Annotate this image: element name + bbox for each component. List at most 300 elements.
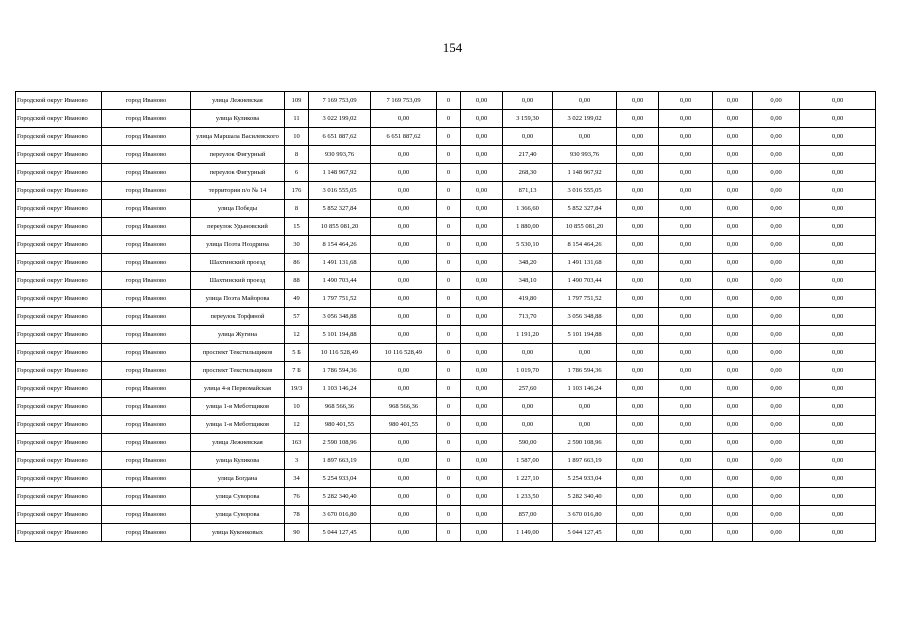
cell-cost-g: 0,00: [753, 524, 800, 542]
cell-cost-d: 0,00: [617, 218, 659, 236]
cell-cost-g: 0,00: [753, 254, 800, 272]
cell-city: город Иваново: [102, 272, 191, 290]
cell-count: 0: [437, 452, 461, 470]
cell-cost-h: 0,00: [800, 398, 876, 416]
cell-area: 0,00: [503, 398, 553, 416]
cell-house: 10: [285, 398, 309, 416]
cell-area: 348,20: [503, 254, 553, 272]
cell-cost-e: 0,00: [659, 470, 713, 488]
cell-total-cost: 968 566,36: [309, 398, 371, 416]
cell-cost-b: 0,00: [461, 290, 503, 308]
cell-cost-a: 0,00: [371, 452, 437, 470]
cell-total-cost: 3 016 555,05: [309, 182, 371, 200]
cell-street: улица Поэта Майорова: [191, 290, 285, 308]
cell-count: 0: [437, 200, 461, 218]
cell-cost-g: 0,00: [753, 470, 800, 488]
cell-total-cost: 6 651 887,62: [309, 128, 371, 146]
cell-cost-f: 0,00: [713, 452, 753, 470]
cell-cost-d: 0,00: [617, 380, 659, 398]
cell-area: 857,00: [503, 506, 553, 524]
cell-okrug: Городской округ Иваново: [16, 434, 102, 452]
table-row: [16, 254, 876, 272]
cell-cost-b: 0,00: [461, 344, 503, 362]
cell-count: 0: [437, 524, 461, 542]
cell-cost-b: 0,00: [461, 398, 503, 416]
cell-cost-f: 0,00: [713, 290, 753, 308]
cell-house: 3: [285, 452, 309, 470]
cell-cost-b: 0,00: [461, 488, 503, 506]
table-row: [16, 362, 876, 380]
cell-total-cost: 1 103 146,24: [309, 380, 371, 398]
cell-cost-f: 0,00: [713, 470, 753, 488]
cell-cost-d: 0,00: [617, 146, 659, 164]
cell-cost-h: 0,00: [800, 218, 876, 236]
cell-cost-g: 0,00: [753, 380, 800, 398]
cell-cost-f: 0,00: [713, 92, 753, 110]
cell-cost-c: 1 786 594,36: [553, 362, 617, 380]
cell-cost-a: 968 566,36: [371, 398, 437, 416]
cell-cost-g: 0,00: [753, 92, 800, 110]
cell-city: город Иваново: [102, 470, 191, 488]
cell-count: 0: [437, 362, 461, 380]
cell-cost-a: 0,00: [371, 272, 437, 290]
cell-total-cost: 8 154 464,26: [309, 236, 371, 254]
cell-cost-f: 0,00: [713, 524, 753, 542]
cell-city: город Иваново: [102, 326, 191, 344]
table-body: [16, 92, 876, 542]
cell-cost-d: 0,00: [617, 182, 659, 200]
cell-total-cost: 3 670 016,80: [309, 506, 371, 524]
cell-cost-d: 0,00: [617, 416, 659, 434]
cell-cost-e: 0,00: [659, 272, 713, 290]
page-number: 154: [442, 40, 463, 55]
cell-cost-a: 0,00: [371, 146, 437, 164]
cell-street: улица Суворова: [191, 506, 285, 524]
cell-okrug: Городской округ Иваново: [16, 164, 102, 182]
cell-cost-d: 0,00: [617, 524, 659, 542]
cell-okrug: Городской округ Иваново: [16, 110, 102, 128]
cell-cost-c: 5 852 327,84: [553, 200, 617, 218]
cell-cost-c: 930 993,76: [553, 146, 617, 164]
cell-count: 0: [437, 128, 461, 146]
cell-area: 217,40: [503, 146, 553, 164]
table-row: [16, 146, 876, 164]
cell-cost-a: 0,00: [371, 290, 437, 308]
cell-cost-a: 0,00: [371, 200, 437, 218]
cell-okrug: Городской округ Иваново: [16, 488, 102, 506]
cell-cost-f: 0,00: [713, 362, 753, 380]
cell-cost-f: 0,00: [713, 128, 753, 146]
table-row: [16, 218, 876, 236]
cell-house: 12: [285, 326, 309, 344]
cell-cost-a: 0,00: [371, 110, 437, 128]
cell-cost-g: 0,00: [753, 398, 800, 416]
cell-cost-e: 0,00: [659, 236, 713, 254]
cell-cost-c: 8 154 464,26: [553, 236, 617, 254]
cell-cost-g: 0,00: [753, 146, 800, 164]
cell-cost-g: 0,00: [753, 326, 800, 344]
cell-cost-b: 0,00: [461, 470, 503, 488]
cell-street: проспект Текстильщиков: [191, 344, 285, 362]
cell-cost-b: 0,00: [461, 434, 503, 452]
cell-city: город Иваново: [102, 146, 191, 164]
cell-total-cost: 7 169 753,09: [309, 92, 371, 110]
cell-cost-h: 0,00: [800, 452, 876, 470]
cell-cost-e: 0,00: [659, 434, 713, 452]
cell-count: 0: [437, 344, 461, 362]
table-row: [16, 470, 876, 488]
cell-cost-f: 0,00: [713, 272, 753, 290]
cell-house: 12: [285, 416, 309, 434]
cell-street: территория п/о № 14: [191, 182, 285, 200]
cell-house: 5 Б: [285, 344, 309, 362]
cell-okrug: Городской округ Иваново: [16, 326, 102, 344]
cell-cost-f: 0,00: [713, 308, 753, 326]
cell-cost-b: 0,00: [461, 308, 503, 326]
cell-street: улица Богдана: [191, 470, 285, 488]
cell-cost-h: 0,00: [800, 326, 876, 344]
cell-cost-d: 0,00: [617, 344, 659, 362]
cell-cost-d: 0,00: [617, 272, 659, 290]
cell-okrug: Городской округ Иваново: [16, 92, 102, 110]
cell-area: 257,60: [503, 380, 553, 398]
cell-street: улица 1-я Меботщиков: [191, 416, 285, 434]
cell-cost-d: 0,00: [617, 164, 659, 182]
cell-cost-b: 0,00: [461, 92, 503, 110]
cell-cost-c: 1 491 131,68: [553, 254, 617, 272]
cell-cost-c: 3 016 555,05: [553, 182, 617, 200]
cell-city: город Иваново: [102, 344, 191, 362]
cell-area: 1 191,20: [503, 326, 553, 344]
cell-cost-c: 1 797 751,52: [553, 290, 617, 308]
cell-okrug: Городской округ Иваново: [16, 218, 102, 236]
cell-street: переулок Фигурный: [191, 146, 285, 164]
cell-cost-e: 0,00: [659, 164, 713, 182]
cell-okrug: Городской округ Иваново: [16, 398, 102, 416]
cell-cost-c: 5 044 127,45: [553, 524, 617, 542]
cell-city: город Иваново: [102, 416, 191, 434]
cell-cost-h: 0,00: [800, 488, 876, 506]
cell-cost-d: 0,00: [617, 110, 659, 128]
cell-cost-c: 1 148 967,92: [553, 164, 617, 182]
cell-cost-h: 0,00: [800, 128, 876, 146]
cell-cost-g: 0,00: [753, 110, 800, 128]
cell-area: 1 019,70: [503, 362, 553, 380]
cell-house: 49: [285, 290, 309, 308]
table-row: [16, 506, 876, 524]
cell-cost-f: 0,00: [713, 146, 753, 164]
cell-cost-d: 0,00: [617, 308, 659, 326]
cell-cost-g: 0,00: [753, 290, 800, 308]
cell-cost-h: 0,00: [800, 416, 876, 434]
cell-cost-a: 6 651 887,62: [371, 128, 437, 146]
cell-area: 5 530,10: [503, 236, 553, 254]
cell-city: город Иваново: [102, 362, 191, 380]
cell-cost-b: 0,00: [461, 452, 503, 470]
cell-cost-a: 0,00: [371, 488, 437, 506]
cell-house: 6: [285, 164, 309, 182]
cell-count: 0: [437, 308, 461, 326]
cell-street: улица Куконковых: [191, 524, 285, 542]
cell-house: 30: [285, 236, 309, 254]
cell-area: 1 233,50: [503, 488, 553, 506]
cell-cost-e: 0,00: [659, 200, 713, 218]
cell-cost-a: 0,00: [371, 470, 437, 488]
cell-cost-a: 0,00: [371, 254, 437, 272]
cell-cost-g: 0,00: [753, 434, 800, 452]
cell-cost-d: 0,00: [617, 290, 659, 308]
cell-cost-d: 0,00: [617, 200, 659, 218]
cell-cost-g: 0,00: [753, 218, 800, 236]
cell-house: 34: [285, 470, 309, 488]
cell-cost-d: 0,00: [617, 92, 659, 110]
cell-cost-a: 0,00: [371, 236, 437, 254]
cell-okrug: Городской округ Иваново: [16, 308, 102, 326]
cell-cost-f: 0,00: [713, 200, 753, 218]
cell-cost-h: 0,00: [800, 164, 876, 182]
cell-cost-c: 3 022 199,02: [553, 110, 617, 128]
cell-street: улица 4-я Первомайская: [191, 380, 285, 398]
cell-cost-a: 0,00: [371, 164, 437, 182]
cell-count: 0: [437, 164, 461, 182]
cell-cost-a: 0,00: [371, 182, 437, 200]
table-row: [16, 182, 876, 200]
cell-cost-e: 0,00: [659, 524, 713, 542]
cell-cost-e: 0,00: [659, 290, 713, 308]
cell-street: улица Лежневская: [191, 434, 285, 452]
table-row: [16, 236, 876, 254]
cell-house: 78: [285, 506, 309, 524]
cell-total-cost: 5 101 194,88: [309, 326, 371, 344]
table-row: [16, 398, 876, 416]
table-row: [16, 128, 876, 146]
cell-okrug: Городской округ Иваново: [16, 362, 102, 380]
cell-count: 0: [437, 92, 461, 110]
cell-cost-h: 0,00: [800, 182, 876, 200]
cell-cost-g: 0,00: [753, 506, 800, 524]
cell-cost-f: 0,00: [713, 380, 753, 398]
cell-street: переулок Фигурный: [191, 164, 285, 182]
table-row: [16, 290, 876, 308]
cell-cost-h: 0,00: [800, 362, 876, 380]
cell-city: город Иваново: [102, 182, 191, 200]
cell-cost-a: 0,00: [371, 362, 437, 380]
cell-cost-e: 0,00: [659, 398, 713, 416]
cell-total-cost: 1 897 663,19: [309, 452, 371, 470]
cell-street: улица Куликова: [191, 452, 285, 470]
cell-street: проспект Текстильщиков: [191, 362, 285, 380]
cell-cost-c: 0,00: [553, 92, 617, 110]
cell-cost-c: 0,00: [553, 398, 617, 416]
cell-cost-f: 0,00: [713, 416, 753, 434]
cell-house: 10: [285, 128, 309, 146]
cell-count: 0: [437, 146, 461, 164]
cell-okrug: Городской округ Иваново: [16, 380, 102, 398]
cell-count: 0: [437, 290, 461, 308]
cell-cost-f: 0,00: [713, 434, 753, 452]
cell-cost-e: 0,00: [659, 344, 713, 362]
cell-total-cost: 1 490 703,44: [309, 272, 371, 290]
cell-cost-a: 0,00: [371, 524, 437, 542]
cell-cost-e: 0,00: [659, 362, 713, 380]
cell-cost-b: 0,00: [461, 506, 503, 524]
cell-city: город Иваново: [102, 488, 191, 506]
cell-street: улица Победы: [191, 200, 285, 218]
table-row: [16, 110, 876, 128]
cell-cost-g: 0,00: [753, 182, 800, 200]
cell-cost-g: 0,00: [753, 416, 800, 434]
cell-count: 0: [437, 398, 461, 416]
cell-okrug: Городской округ Иваново: [16, 254, 102, 272]
cell-total-cost: 10 855 081,20: [309, 218, 371, 236]
cell-cost-c: 0,00: [553, 416, 617, 434]
cell-cost-d: 0,00: [617, 398, 659, 416]
cell-city: город Иваново: [102, 308, 191, 326]
cell-cost-h: 0,00: [800, 524, 876, 542]
table-row: [16, 380, 876, 398]
cell-cost-h: 0,00: [800, 470, 876, 488]
cell-total-cost: 1 491 131,68: [309, 254, 371, 272]
cell-cost-h: 0,00: [800, 92, 876, 110]
cell-count: 0: [437, 326, 461, 344]
cell-cost-c: 5 101 194,88: [553, 326, 617, 344]
cell-city: город Иваново: [102, 380, 191, 398]
cell-cost-d: 0,00: [617, 470, 659, 488]
cell-cost-h: 0,00: [800, 290, 876, 308]
cell-cost-b: 0,00: [461, 326, 503, 344]
cell-street: улица Суворова: [191, 488, 285, 506]
cell-okrug: Городской округ Иваново: [16, 506, 102, 524]
cell-cost-d: 0,00: [617, 506, 659, 524]
cell-cost-b: 0,00: [461, 272, 503, 290]
cell-city: город Иваново: [102, 92, 191, 110]
cell-cost-h: 0,00: [800, 434, 876, 452]
cell-cost-c: 3 670 016,80: [553, 506, 617, 524]
cell-city: город Иваново: [102, 398, 191, 416]
cell-cost-d: 0,00: [617, 434, 659, 452]
cell-okrug: Городской округ Иваново: [16, 344, 102, 362]
cell-cost-g: 0,00: [753, 272, 800, 290]
cell-cost-f: 0,00: [713, 344, 753, 362]
table-row: [16, 434, 876, 452]
cell-total-cost: 3 056 348,88: [309, 308, 371, 326]
cell-okrug: Городской округ Иваново: [16, 290, 102, 308]
cell-cost-c: 5 254 933,04: [553, 470, 617, 488]
cell-street: Шахтинский проезд: [191, 272, 285, 290]
cell-cost-a: 10 116 528,49: [371, 344, 437, 362]
cell-area: 590,00: [503, 434, 553, 452]
cell-count: 0: [437, 488, 461, 506]
cell-cost-h: 0,00: [800, 344, 876, 362]
cell-cost-g: 0,00: [753, 344, 800, 362]
cell-house: 163: [285, 434, 309, 452]
cell-cost-d: 0,00: [617, 362, 659, 380]
cell-city: город Иваново: [102, 128, 191, 146]
cell-area: 713,70: [503, 308, 553, 326]
cell-cost-b: 0,00: [461, 236, 503, 254]
cell-cost-a: 0,00: [371, 506, 437, 524]
cell-area: 0,00: [503, 128, 553, 146]
cell-total-cost: 3 022 199,02: [309, 110, 371, 128]
cell-cost-c: 5 282 340,40: [553, 488, 617, 506]
cell-area: 1 366,60: [503, 200, 553, 218]
cell-cost-g: 0,00: [753, 236, 800, 254]
cell-cost-e: 0,00: [659, 488, 713, 506]
data-table: [15, 91, 876, 542]
cell-cost-g: 0,00: [753, 452, 800, 470]
cell-cost-f: 0,00: [713, 326, 753, 344]
cell-cost-b: 0,00: [461, 128, 503, 146]
cell-cost-f: 0,00: [713, 488, 753, 506]
table-row: [16, 488, 876, 506]
cell-cost-d: 0,00: [617, 326, 659, 344]
cell-okrug: Городской округ Иваново: [16, 236, 102, 254]
cell-count: 0: [437, 236, 461, 254]
cell-cost-f: 0,00: [713, 182, 753, 200]
cell-total-cost: 1 786 594,36: [309, 362, 371, 380]
cell-okrug: Городской округ Иваново: [16, 128, 102, 146]
cell-cost-e: 0,00: [659, 92, 713, 110]
table-row: [16, 164, 876, 182]
cell-cost-b: 0,00: [461, 146, 503, 164]
cell-city: город Иваново: [102, 290, 191, 308]
cell-cost-g: 0,00: [753, 128, 800, 146]
cell-cost-a: 0,00: [371, 380, 437, 398]
cell-city: город Иваново: [102, 506, 191, 524]
cell-area: 348,10: [503, 272, 553, 290]
cell-street: Шахтинский проезд: [191, 254, 285, 272]
cell-area: 419,80: [503, 290, 553, 308]
cell-cost-e: 0,00: [659, 416, 713, 434]
cell-count: 0: [437, 182, 461, 200]
cell-street: улица 1-я Меботщиков: [191, 398, 285, 416]
cell-city: город Иваново: [102, 200, 191, 218]
cell-cost-h: 0,00: [800, 308, 876, 326]
cell-house: 90: [285, 524, 309, 542]
cell-house: 19/3: [285, 380, 309, 398]
cell-cost-e: 0,00: [659, 110, 713, 128]
cell-cost-d: 0,00: [617, 236, 659, 254]
cell-okrug: Городской округ Иваново: [16, 416, 102, 434]
cell-house: 7 Б: [285, 362, 309, 380]
cell-cost-c: 10 855 081,20: [553, 218, 617, 236]
table-row: [16, 326, 876, 344]
cell-street: переулок Торфяной: [191, 308, 285, 326]
cell-house: 88: [285, 272, 309, 290]
cell-cost-b: 0,00: [461, 218, 503, 236]
cell-cost-a: 0,00: [371, 218, 437, 236]
cell-okrug: Городской округ Иваново: [16, 524, 102, 542]
cell-cost-b: 0,00: [461, 380, 503, 398]
cell-cost-b: 0,00: [461, 182, 503, 200]
cell-cost-h: 0,00: [800, 200, 876, 218]
cell-cost-c: 1 897 663,19: [553, 452, 617, 470]
cell-cost-d: 0,00: [617, 128, 659, 146]
cell-cost-e: 0,00: [659, 128, 713, 146]
cell-cost-h: 0,00: [800, 236, 876, 254]
cell-house: 8: [285, 200, 309, 218]
cell-area: 871,13: [503, 182, 553, 200]
cell-cost-h: 0,00: [800, 254, 876, 272]
cell-cost-d: 0,00: [617, 488, 659, 506]
cell-total-cost: 2 590 108,96: [309, 434, 371, 452]
cell-cost-b: 0,00: [461, 164, 503, 182]
cell-cost-f: 0,00: [713, 218, 753, 236]
cell-cost-g: 0,00: [753, 488, 800, 506]
cell-city: город Иваново: [102, 236, 191, 254]
cell-cost-h: 0,00: [800, 506, 876, 524]
cell-total-cost: 5 852 327,84: [309, 200, 371, 218]
